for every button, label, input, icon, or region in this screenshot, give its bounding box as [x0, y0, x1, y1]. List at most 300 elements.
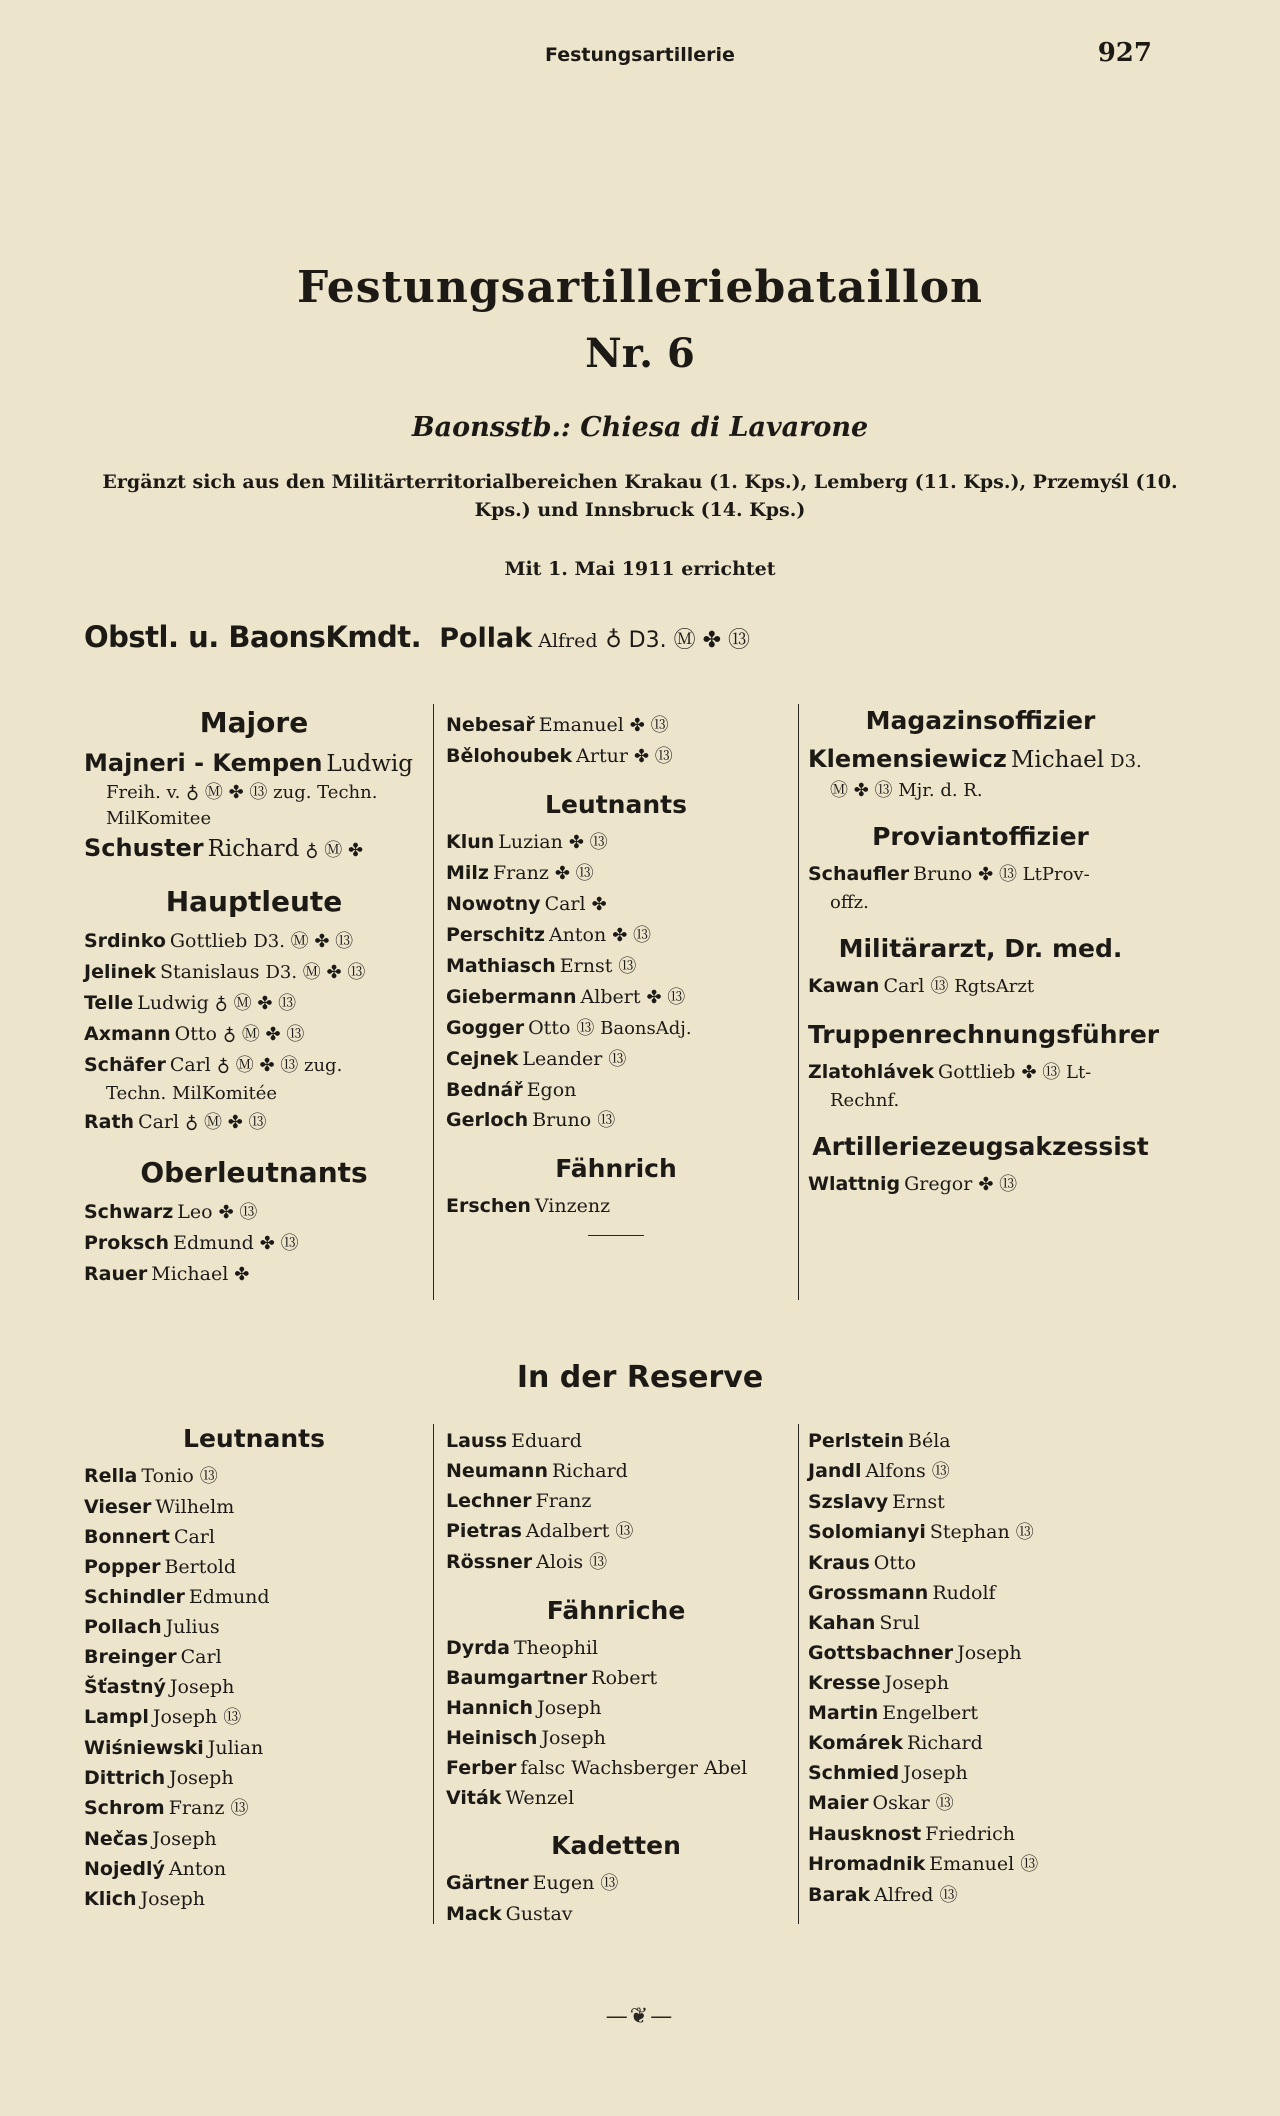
person-entry	[446, 1075, 786, 1105]
given-name: Joseph	[152, 1828, 217, 1850]
given-name: Emanuel	[538, 714, 624, 736]
given-name: Michael	[151, 1263, 229, 1285]
surname: Jandl	[808, 1460, 862, 1482]
active-column-3	[808, 706, 1160, 1200]
active-column-2	[446, 710, 786, 1236]
given-name: Joseph	[884, 1672, 949, 1694]
given-name: Julius	[165, 1616, 220, 1638]
given-name: Joseph	[169, 1767, 234, 1789]
given-name: Edmund	[173, 1232, 254, 1254]
person-entry	[808, 1456, 1153, 1487]
surname: Wiśniewski	[84, 1737, 204, 1759]
person-entry	[446, 1633, 786, 1663]
decorations: D3. Ⓜ ✤ ⑬	[265, 962, 366, 983]
given-name: Otto	[528, 1017, 571, 1039]
surname: Barak	[808, 1884, 871, 1906]
person-entry	[84, 926, 424, 957]
person-entry	[446, 1426, 786, 1456]
surname: Klun	[446, 831, 495, 853]
given-name: Srul	[879, 1612, 920, 1634]
decorations: ⑬	[618, 956, 637, 977]
person-entry	[84, 1702, 424, 1733]
given-name: Alfred	[874, 1884, 934, 1906]
oberleutnants-list	[84, 1197, 424, 1290]
decorations: ✤ ⑬ Lt-	[1021, 1062, 1092, 1083]
given-name: Anton	[548, 924, 607, 946]
surname: Srdinko	[84, 930, 166, 952]
person-entry	[446, 1753, 786, 1783]
entry-continuation: Techn. MilKomitée	[106, 1083, 278, 1104]
section-heading-oberleutnants: Oberleutnants	[140, 1156, 368, 1189]
given-name: Anton	[168, 1858, 227, 1880]
surname: Schaufler	[808, 863, 910, 885]
section-heading-leutnants: Leutnants	[545, 790, 687, 819]
person-entry	[808, 859, 1153, 890]
person-entry	[808, 1698, 1153, 1728]
given-name: Carl	[883, 975, 925, 997]
unit-number: Nr. 6	[585, 330, 695, 377]
surname: Wlattnig	[808, 1173, 901, 1195]
commander-surname: Pollak	[439, 623, 533, 654]
given-name: Eugen	[532, 1872, 595, 1894]
given-name: Engelbert	[882, 1702, 978, 1724]
page-number: 927	[1097, 38, 1152, 68]
given-name: Leander	[522, 1048, 603, 1070]
given-name: Michael	[1010, 747, 1105, 773]
person-entry	[84, 1492, 424, 1522]
decorations: ⑬ BaonsAdj.	[576, 1018, 692, 1039]
entry-continuation: offz.	[830, 892, 869, 913]
person-entry	[446, 1868, 786, 1899]
person-entry	[84, 957, 424, 988]
surname: Schindler	[84, 1586, 185, 1608]
decorations: ⑬	[1020, 1854, 1039, 1875]
given-name: Joseph	[537, 1697, 602, 1719]
person-entry	[808, 1849, 1153, 1880]
person-entry	[446, 1693, 786, 1723]
person-entry	[84, 1050, 424, 1081]
surname: Nebesař	[446, 714, 535, 736]
commander-decorations: ♁ D3. Ⓜ ✤ ⑬	[605, 628, 750, 653]
person-entry	[446, 1013, 786, 1044]
given-name: Artur	[576, 745, 628, 767]
hauptleute-list	[84, 926, 424, 1138]
person-entry	[84, 832, 424, 867]
given-name: Otto	[873, 1552, 917, 1574]
given-name: Joseph	[903, 1762, 968, 1784]
decorations: ✤ ⑬ LtProv-	[978, 864, 1090, 885]
person-entry	[84, 1228, 424, 1259]
surname: Maier	[808, 1792, 869, 1814]
entry-continuation: Rechnf.	[830, 1090, 900, 1111]
section-heading-faehnriche: Fähnriche	[546, 1596, 686, 1625]
person-entry	[84, 1552, 424, 1582]
decorations: ✤ ⑬	[568, 832, 608, 853]
surname: Klemensiewicz	[808, 745, 1007, 773]
person-entry	[84, 1582, 424, 1612]
surname: Schrom	[84, 1797, 165, 1819]
given-name: Joseph	[957, 1642, 1022, 1664]
person-entry	[446, 1663, 786, 1693]
given-name: Stephan	[929, 1521, 1010, 1543]
person-entry	[808, 1057, 1153, 1088]
given-name: Julian	[207, 1737, 264, 1759]
surname: Dittrich	[84, 1767, 166, 1789]
given-name: Bertold	[164, 1556, 237, 1578]
person-entry	[84, 747, 424, 780]
person-entry	[446, 710, 786, 741]
zeug-entry	[808, 1169, 1153, 1200]
reserve-continued-list	[446, 1426, 786, 1578]
person-entry	[84, 1197, 424, 1228]
given-name: Edmund	[188, 1586, 270, 1608]
section-heading-proviantoffizier: Proviantoffizier	[872, 822, 1089, 851]
decorations: ⑬	[600, 1873, 619, 1894]
person-entry	[84, 1259, 424, 1290]
surname: Kraus	[808, 1552, 870, 1574]
surname: Neumann	[446, 1460, 548, 1482]
given-name: Eduard	[511, 1430, 582, 1452]
surname: Viták	[446, 1787, 502, 1809]
given-name: Robert	[591, 1667, 658, 1689]
surname: Bednář	[446, 1079, 523, 1101]
person-entry	[808, 1517, 1153, 1548]
surname: Vieser	[84, 1496, 152, 1518]
person-entry	[446, 920, 786, 951]
given-name: Leo	[177, 1201, 213, 1223]
decorations: ♁ Ⓜ ✤ ⑬	[185, 1112, 267, 1133]
surname: Hromadnik	[808, 1853, 926, 1875]
column-divider	[798, 704, 799, 1300]
rechnung-entry	[808, 1057, 1153, 1114]
person-entry	[84, 1854, 424, 1884]
majore-list	[84, 747, 424, 867]
recruitment-text: Ergänzt sich aus den Militärterritorialbereichen Krakau (1. Kps.), Lemberg (11. Kps.), Przemyśl (10. Kps.) und Innsbruck (14. Kps.)	[102, 471, 1178, 521]
entry-continuation: Freih. v. ♁ Ⓜ ✤ ⑬ zug. Techn. MilKomitee	[106, 782, 378, 829]
surname: Ferber	[446, 1757, 517, 1779]
given-name: Albert	[580, 986, 641, 1008]
given-name: Gottlieb	[169, 930, 248, 952]
given-name: Oskar	[872, 1792, 930, 1814]
surname: Heinisch	[446, 1727, 538, 1749]
decorations: ✤ ⑬	[218, 1202, 258, 1223]
section-heading-magazinsoffizier: Magazinsoffizier	[865, 706, 1096, 735]
surname: Rath	[84, 1111, 135, 1133]
person-entry	[84, 1672, 424, 1702]
given-name: Béla	[908, 1430, 951, 1452]
reserve-column-1	[84, 1424, 424, 1914]
decorations: ⑬	[608, 1049, 627, 1070]
surname: Breinger	[84, 1646, 177, 1668]
surname: Majneri - Kempen	[84, 749, 323, 777]
person-entry	[446, 982, 786, 1013]
entry-continuation: Ⓜ ✤ ⑬ Mjr. d. R.	[830, 780, 983, 801]
given-name: Friedrich	[925, 1823, 1015, 1845]
surname: Jelinek	[84, 961, 157, 983]
person-entry	[446, 1723, 786, 1753]
surname: Gottsbachner	[808, 1642, 954, 1664]
given-name: Wilhelm	[155, 1496, 235, 1518]
surname: Schwarz	[84, 1201, 174, 1223]
faehnrich-list	[446, 1191, 786, 1221]
surname: Schuster	[84, 834, 204, 862]
given-name: Carl	[138, 1111, 180, 1133]
decorations: ⑬	[589, 1552, 608, 1573]
decorations: ✤ ⑬	[554, 863, 594, 884]
column-divider	[433, 704, 434, 1300]
arzt-entry	[808, 971, 1153, 1002]
surname: Dyrda	[446, 1637, 510, 1659]
person-entry	[808, 1819, 1153, 1849]
section-heading-reserve-leutnants: Leutnants	[183, 1424, 325, 1453]
given-name: Richard	[207, 836, 300, 862]
given-name: Adalbert	[525, 1520, 610, 1542]
given-name: Franz	[535, 1490, 592, 1512]
person-entry	[808, 1668, 1153, 1698]
decorations: ♁ Ⓜ ✤ ⑬	[222, 1024, 305, 1045]
given-name: Alois	[536, 1551, 584, 1573]
given-name: Gottlieb	[938, 1061, 1016, 1083]
active-column-1	[84, 706, 424, 1290]
decorations: ✤ ⑬	[978, 1174, 1018, 1195]
reserve-column-2	[446, 1426, 786, 1929]
person-entry	[84, 1461, 424, 1492]
person-entry	[808, 1728, 1153, 1758]
person-entry	[84, 1824, 424, 1854]
person-entry	[808, 743, 1153, 778]
decorations: ✤ ⑬	[259, 1233, 299, 1254]
given-name: Gregor	[904, 1173, 973, 1195]
section-heading-artilleriezeugsakzessist: Artilleriezeugsakzessist	[812, 1132, 1149, 1161]
end-rule	[588, 1235, 644, 1236]
surname: Gärtner	[446, 1872, 529, 1894]
surname: Szslavy	[808, 1491, 889, 1513]
surname: Erschen	[446, 1195, 531, 1217]
surname: Zlatohlávek	[808, 1061, 935, 1083]
given-name: Ludwig	[137, 992, 209, 1014]
page-title: Festungsartilleriebataillon	[296, 262, 984, 313]
given-name: Vinzenz	[534, 1195, 611, 1217]
station-line: Baonsstb.: Chiesa di Lavarone	[411, 412, 869, 443]
person-entry	[446, 1899, 786, 1929]
given-name: Stanislaus	[160, 961, 260, 983]
surname: Hausknost	[808, 1823, 922, 1845]
given-name: falsc Wachsberger Abel	[520, 1757, 748, 1779]
person-entry	[808, 1758, 1153, 1788]
given-name: Theophil	[513, 1637, 599, 1659]
given-name: Tonio	[141, 1465, 194, 1487]
person-entry	[446, 1783, 786, 1813]
surname: Kresse	[808, 1672, 881, 1694]
given-name: Franz	[493, 862, 549, 884]
commander-rank: Obstl. u. BaonsKmdt.	[84, 620, 422, 654]
surname: Perschitz	[446, 924, 545, 946]
surname: Nojedlý	[84, 1858, 165, 1880]
person-entry	[446, 741, 786, 772]
given-name: Alfons	[865, 1460, 926, 1482]
surname: Nowotny	[446, 893, 541, 915]
surname: Lechner	[446, 1490, 532, 1512]
reserve-column-3	[808, 1426, 1153, 1911]
person-entry	[446, 1456, 786, 1486]
given-name: Otto	[174, 1023, 217, 1045]
surname: Lauss	[446, 1430, 508, 1452]
faehnriche-list	[446, 1633, 786, 1813]
surname: Kahan	[808, 1612, 876, 1634]
person-entry	[446, 1516, 786, 1547]
surname: Rössner	[446, 1551, 533, 1573]
surname: Giebermann	[446, 986, 577, 1008]
person-entry	[808, 1638, 1153, 1668]
decorations: ⑬	[931, 1461, 950, 1482]
surname: Lampl	[84, 1706, 149, 1728]
section-heading-majore: Majore	[199, 706, 309, 739]
given-name: Gustav	[505, 1903, 573, 1925]
given-name: Joseph	[169, 1676, 235, 1698]
person-entry	[84, 1733, 424, 1763]
given-name: Carl	[544, 893, 586, 915]
person-entry	[446, 1191, 786, 1221]
surname: Solomianyi	[808, 1521, 926, 1543]
given-name: Emanuel	[929, 1853, 1015, 1875]
given-name: Franz	[168, 1797, 225, 1819]
footer-ornament: —❦—	[605, 2004, 675, 2029]
person-entry	[808, 971, 1153, 1002]
running-head: Festungsartillerie	[545, 44, 735, 66]
person-entry	[808, 1548, 1153, 1578]
decorations: ⑬	[1015, 1522, 1034, 1543]
person-entry	[808, 1880, 1153, 1911]
surname: Bonnert	[84, 1526, 170, 1548]
surname: Martin	[808, 1702, 879, 1724]
given-name: Rudolf	[932, 1582, 996, 1604]
decorations: ✤ ⑬	[612, 925, 652, 946]
reserve-leutnants-list	[84, 1461, 424, 1914]
leutnants-list	[446, 827, 786, 1136]
surname: Popper	[84, 1556, 161, 1578]
surname: Gerloch	[446, 1109, 529, 1131]
surname: Rauer	[84, 1263, 148, 1285]
person-entry	[84, 988, 424, 1019]
given-name: Joseph	[152, 1706, 218, 1728]
decorations: ⑬	[935, 1793, 954, 1814]
person-entry	[84, 1793, 424, 1824]
established-line: Mit 1. Mai 1911 errichtet	[504, 558, 776, 580]
decorations: ✤ ⑬	[629, 715, 669, 736]
person-entry	[446, 1547, 786, 1578]
column-divider	[798, 1424, 799, 1924]
person-entry	[446, 1044, 786, 1075]
person-entry	[84, 1522, 424, 1552]
surname: Pietras	[446, 1520, 522, 1542]
person-entry	[808, 1788, 1153, 1819]
section-heading-kadetten: Kadetten	[551, 1831, 681, 1860]
person-entry	[446, 858, 786, 889]
decorations: ✤	[591, 894, 607, 915]
surname: Axmann	[84, 1023, 171, 1045]
person-entry	[446, 889, 786, 920]
surname: Cejnek	[446, 1048, 519, 1070]
given-name: Ernst	[892, 1491, 945, 1513]
surname: Schmied	[808, 1762, 900, 1784]
decorations: ♁ Ⓜ ✤ ⑬	[214, 993, 297, 1014]
given-name: Carl	[173, 1526, 215, 1548]
given-name: Richard	[906, 1732, 983, 1754]
surname: Pollach	[84, 1616, 162, 1638]
commander-given-name: Alfred	[538, 630, 598, 652]
given-name: Bruno	[532, 1109, 592, 1131]
decorations: ♁ Ⓜ ✤	[305, 840, 364, 861]
decorations: ✤ ⑬	[646, 987, 686, 1008]
given-name: Ernst	[559, 955, 613, 977]
decorations: ⑬	[230, 1798, 249, 1819]
surname: Baumgartner	[446, 1667, 588, 1689]
decorations: ✤	[234, 1264, 250, 1285]
given-name: Bruno	[913, 863, 973, 885]
decorations: ⑬	[939, 1885, 958, 1906]
person-entry	[84, 1019, 424, 1050]
given-name: Joseph	[140, 1888, 205, 1910]
surname: Mathiasch	[446, 955, 556, 977]
surname: Šťastný	[84, 1676, 166, 1698]
reserve-heading: In der Reserve	[516, 1360, 764, 1395]
surname: Komárek	[808, 1732, 903, 1754]
decorations: ⑬	[597, 1110, 616, 1131]
surname: Gogger	[446, 1017, 525, 1039]
commander-line	[84, 620, 1184, 654]
decorations: D3. Ⓜ ✤ ⑬	[253, 931, 354, 952]
surname: Milz	[446, 862, 489, 884]
given-name: Egon	[526, 1079, 577, 1101]
person-entry	[446, 1486, 786, 1516]
given-name: Luzian	[498, 831, 563, 853]
person-entry	[84, 1107, 424, 1138]
person-entry	[808, 1487, 1153, 1517]
person-entry	[84, 1884, 424, 1914]
given-name: Joseph	[541, 1727, 606, 1749]
kadetten-list	[446, 1868, 786, 1929]
section-heading-faehnrich: Fähnrich	[555, 1154, 677, 1183]
decorations: ⑬	[615, 1521, 634, 1542]
person-entry	[446, 827, 786, 858]
section-heading-truppenrechnungsfuehrer: Truppenrechnungsführer	[808, 1020, 1160, 1049]
surname: Nečas	[84, 1828, 149, 1850]
person-entry	[446, 1105, 786, 1136]
decorations: ⑬	[199, 1466, 218, 1487]
given-name: Wenzel	[505, 1787, 575, 1809]
given-name: Carl	[180, 1646, 222, 1668]
column-divider	[433, 1424, 434, 1924]
person-entry	[84, 1763, 424, 1793]
decorations: ⑬ RgtsArzt	[930, 976, 1035, 997]
person-entry	[446, 951, 786, 982]
given-name: Ludwig	[326, 751, 413, 777]
person-entry	[808, 1578, 1153, 1608]
continued-list	[446, 710, 786, 772]
person-entry	[808, 1426, 1153, 1456]
decorations: ♁ Ⓜ ✤ ⑬ zug.	[216, 1055, 343, 1076]
decorations: ✤ ⑬	[633, 746, 673, 767]
surname: Mack	[446, 1903, 502, 1925]
given-name: Carl	[169, 1054, 211, 1076]
decorations: D3.	[1110, 751, 1142, 772]
surname: Grossmann	[808, 1582, 929, 1604]
surname: Kawan	[808, 975, 880, 997]
surname: Proksch	[84, 1232, 170, 1254]
person-entry	[84, 1612, 424, 1642]
surname: Telle	[84, 992, 134, 1014]
surname: Bělohoubek	[446, 745, 573, 767]
